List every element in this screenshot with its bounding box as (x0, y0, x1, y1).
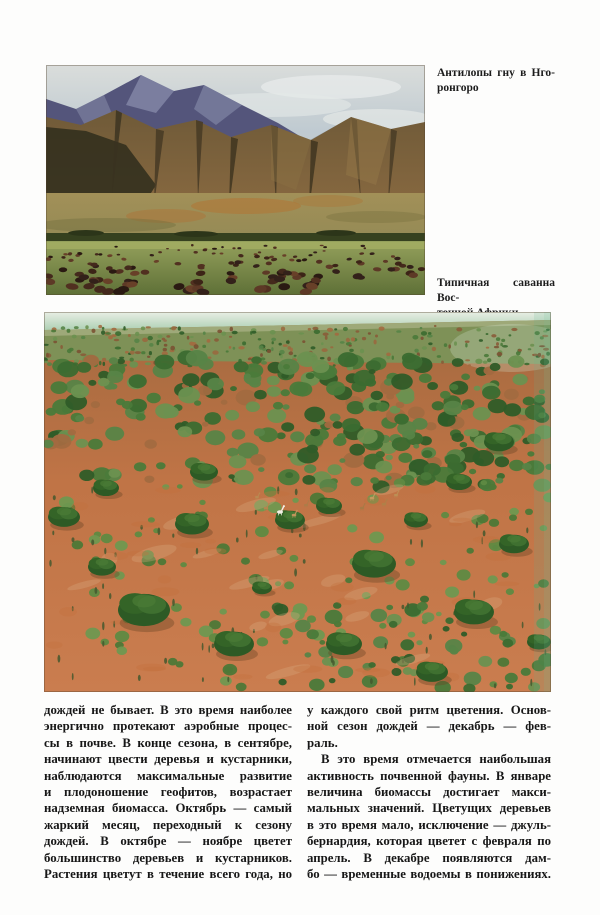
text-line: бернардия, которая цветет с февраля по (307, 834, 551, 849)
text-line: большинство деревьев и кустарников. (44, 850, 292, 865)
text-line: Типичная саванна Вос- (437, 277, 555, 304)
photo-main-canvas (44, 312, 551, 692)
text-line: Растения цветут в течение всего года, но (44, 867, 292, 882)
photo-savanna-aerial (44, 312, 551, 692)
text-line: дождей не бывает. В это время наиболее (44, 703, 292, 717)
body-text (44, 702, 551, 882)
text-line: бо — временные водоемы в понижениях. (307, 867, 551, 882)
text-line: у каждого свой ритм цветения. Основ- (307, 703, 551, 717)
text-line: в это время мало, исключение — джуль- (307, 817, 551, 832)
text-line: апрель. В декабре появляются дам- (307, 850, 551, 865)
scan-color-cast (534, 312, 551, 692)
text-line: и плодоношение геофитов, возрастает (44, 785, 292, 800)
text-line: ной сезон дождей — декабрь — фев- (307, 719, 551, 734)
text-line: раль. (307, 735, 338, 750)
photo-wildebeest-ngorongoro (46, 65, 425, 295)
text-line: наблюдаются максимальные развитие (44, 768, 292, 783)
text-column-left (44, 702, 292, 882)
text-column-right (307, 702, 551, 882)
text-line: мальных значений. Цветущих деревьев (307, 801, 551, 816)
caption-photo1 (437, 66, 555, 96)
text-line: В это время отмечается наибольшая (321, 752, 551, 767)
text-line: дождей. В октябре — ноябре цветет (44, 834, 292, 849)
text-line: жаркий месяц, переходный к сезону (44, 817, 292, 832)
text-line: надземная биомасса. Октябрь — самый (44, 801, 292, 816)
text-line: активность почвенной фауны. В январе (307, 768, 551, 783)
text-line: ронгоро (437, 82, 479, 94)
text-line: начинают цвести деревья и кустарники, (44, 752, 292, 767)
text-line: Антилопы гну в Нго- (437, 67, 555, 79)
photo-top-canvas (46, 65, 425, 295)
text-line: энергично протекают аэробные процес- (44, 719, 292, 734)
text-line: сы в почве. В конце сезона, в сентябре, (44, 735, 292, 750)
text-line: величина биомассы достигает макси- (307, 785, 551, 800)
